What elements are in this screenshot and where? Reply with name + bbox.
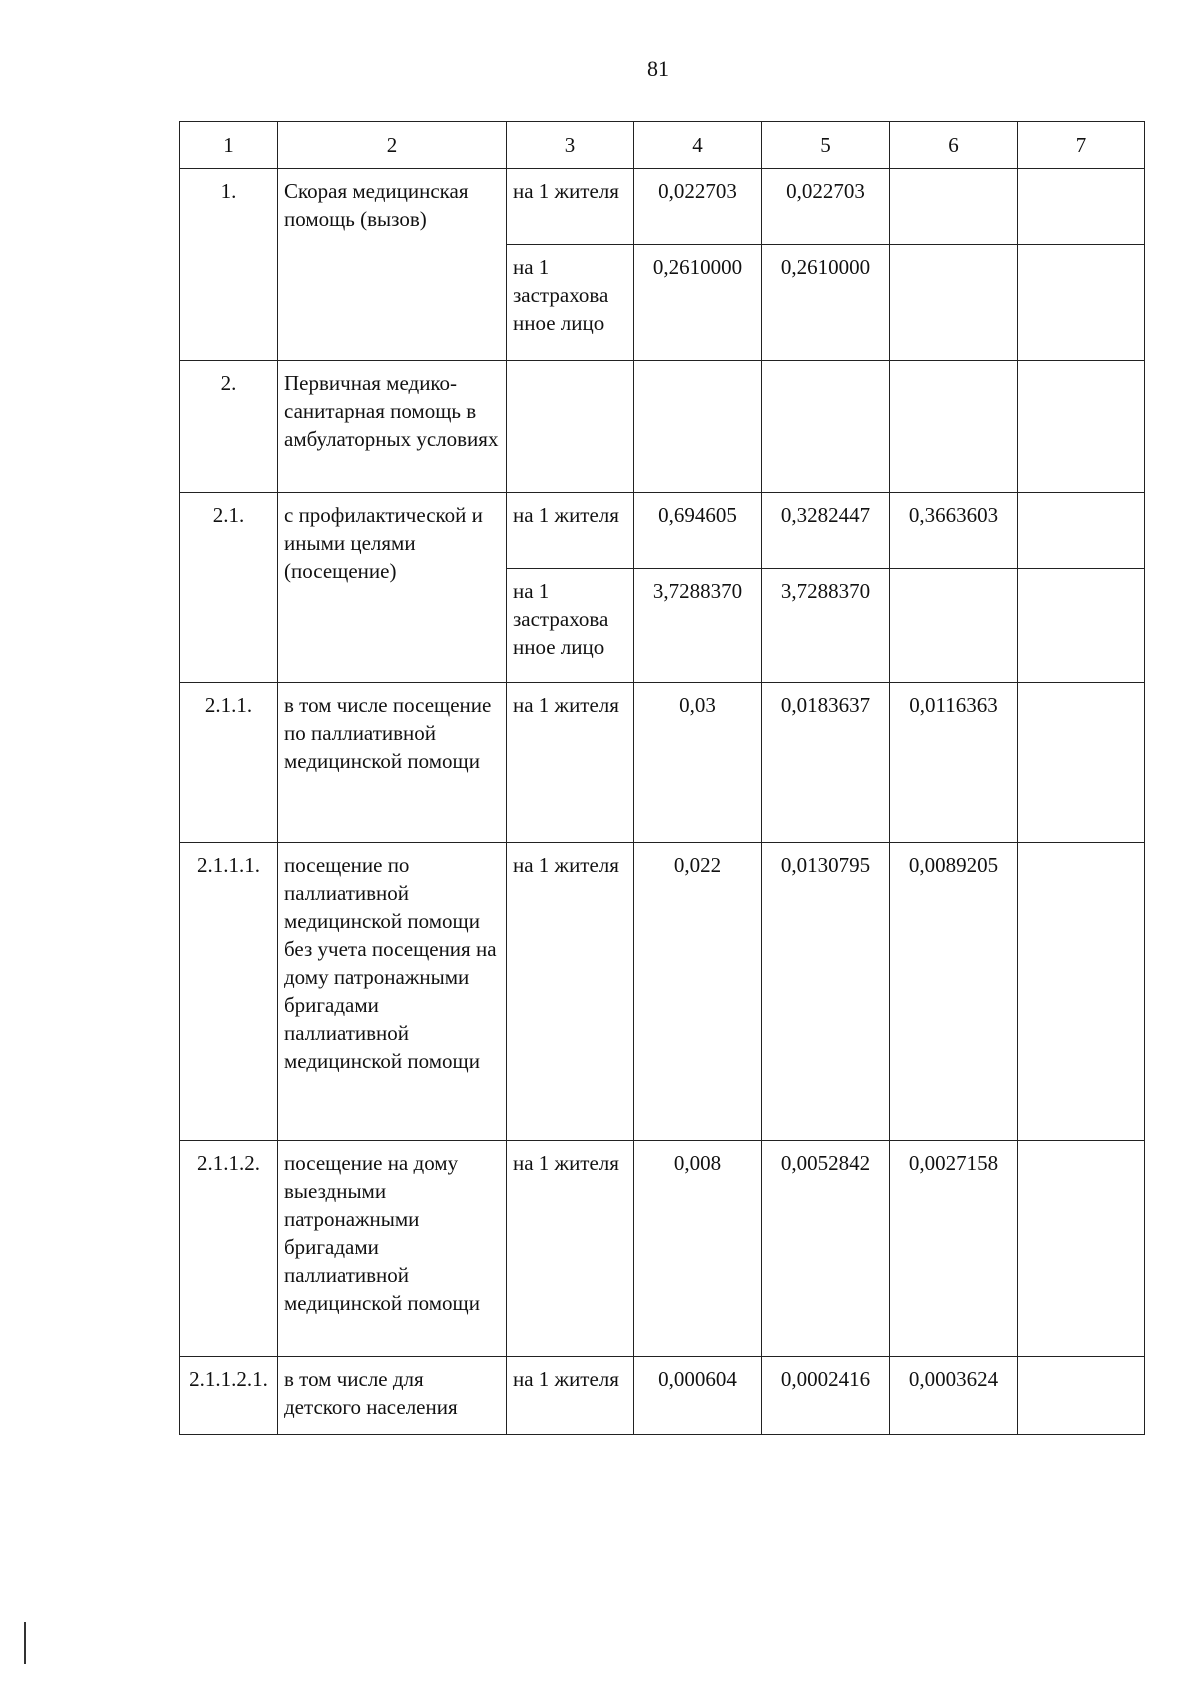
unit-cell	[507, 361, 634, 493]
value-cell	[1018, 169, 1145, 245]
value-cell	[1018, 361, 1145, 493]
value-cell: 0,0003624	[890, 1357, 1018, 1435]
value-cell	[890, 361, 1018, 493]
row-number-cell: 1.	[180, 169, 278, 361]
table-row	[180, 843, 1145, 1141]
value-cell	[890, 569, 1018, 683]
table-header-row	[180, 122, 1145, 169]
value-cell	[890, 169, 1018, 245]
value-cell: 0,022703	[634, 169, 762, 245]
table-row	[180, 361, 1145, 493]
header-cell: 4	[634, 122, 762, 169]
row-number-cell: 2.1.	[180, 493, 278, 683]
unit-cell: на 1 жителя	[507, 1357, 634, 1435]
header-cell: 2	[278, 122, 507, 169]
row-name-cell: с профилактической и иными целями (посещение)	[278, 493, 507, 683]
header-cell: 5	[762, 122, 890, 169]
row-number-cell: 2.1.1.	[180, 683, 278, 843]
value-cell: 0,0052842	[762, 1141, 890, 1357]
value-cell: 0,0027158	[890, 1141, 1018, 1357]
value-cell	[634, 361, 762, 493]
row-number-cell: 2.	[180, 361, 278, 493]
value-cell	[1018, 843, 1145, 1141]
header-cell: 7	[1018, 122, 1145, 169]
unit-cell: на 1 жителя	[507, 683, 634, 843]
row-name-cell: в том числе посещение по паллиативной медицинской помощи	[278, 683, 507, 843]
row-number-cell: 2.1.1.1.	[180, 843, 278, 1141]
value-cell: 3,7288370	[762, 569, 890, 683]
value-cell: 0,008	[634, 1141, 762, 1357]
value-cell: 0,03	[634, 683, 762, 843]
unit-cell: на 1 жителя	[507, 169, 634, 245]
value-cell: 0,0183637	[762, 683, 890, 843]
row-name-cell: посещение на дому выездными патронажными бригадами паллиативной медицинской помощи	[278, 1141, 507, 1357]
table-row	[180, 1357, 1145, 1435]
value-cell	[1018, 245, 1145, 361]
value-cell: 0,3663603	[890, 493, 1018, 569]
value-cell: 0,0089205	[890, 843, 1018, 1141]
value-cell: 0,0116363	[890, 683, 1018, 843]
row-name-cell: Первичная медико-санитарная помощь в амбулаторных условиях	[278, 361, 507, 493]
value-cell	[1018, 569, 1145, 683]
row-name-cell: посещение по паллиативной медицинской помощи без учета посещения на дому патронажными бригадами паллиативной медицинской помощи	[278, 843, 507, 1141]
header-cell: 6	[890, 122, 1018, 169]
unit-cell: на 1 жителя	[507, 1141, 634, 1357]
header-cell: 3	[507, 122, 634, 169]
indicators-table	[179, 121, 1145, 1435]
value-cell: 0,022	[634, 843, 762, 1141]
value-cell: 0,3282447	[762, 493, 890, 569]
value-cell: 0,022703	[762, 169, 890, 245]
header-cell: 1	[180, 122, 278, 169]
table-row	[180, 169, 1145, 245]
unit-cell: на 1 жителя	[507, 843, 634, 1141]
value-cell: 0,2610000	[762, 245, 890, 361]
scan-margin-mark	[24, 1622, 26, 1664]
value-cell: 0,000604	[634, 1357, 762, 1435]
table-row	[180, 1141, 1145, 1357]
value-cell	[762, 361, 890, 493]
page-number: 81	[647, 56, 669, 81]
value-cell: 0,694605	[634, 493, 762, 569]
value-cell: 0,0002416	[762, 1357, 890, 1435]
unit-cell: на 1 застрахова нное лицо	[507, 569, 634, 683]
value-cell	[1018, 683, 1145, 843]
row-name-cell: Скорая медицинская помощь (вызов)	[278, 169, 507, 361]
value-cell	[1018, 493, 1145, 569]
row-number-cell: 2.1.1.2.1.	[180, 1357, 278, 1435]
row-number-cell: 2.1.1.2.	[180, 1141, 278, 1357]
value-cell: 3,7288370	[634, 569, 762, 683]
row-name-cell: в том числе для детского населения	[278, 1357, 507, 1435]
value-cell	[1018, 1141, 1145, 1357]
table-row	[180, 683, 1145, 843]
unit-cell: на 1 застрахова нное лицо	[507, 245, 634, 361]
value-cell: 0,2610000	[634, 245, 762, 361]
value-cell	[890, 245, 1018, 361]
value-cell	[1018, 1357, 1145, 1435]
value-cell: 0,0130795	[762, 843, 890, 1141]
table-row	[180, 493, 1145, 569]
unit-cell: на 1 жителя	[507, 493, 634, 569]
